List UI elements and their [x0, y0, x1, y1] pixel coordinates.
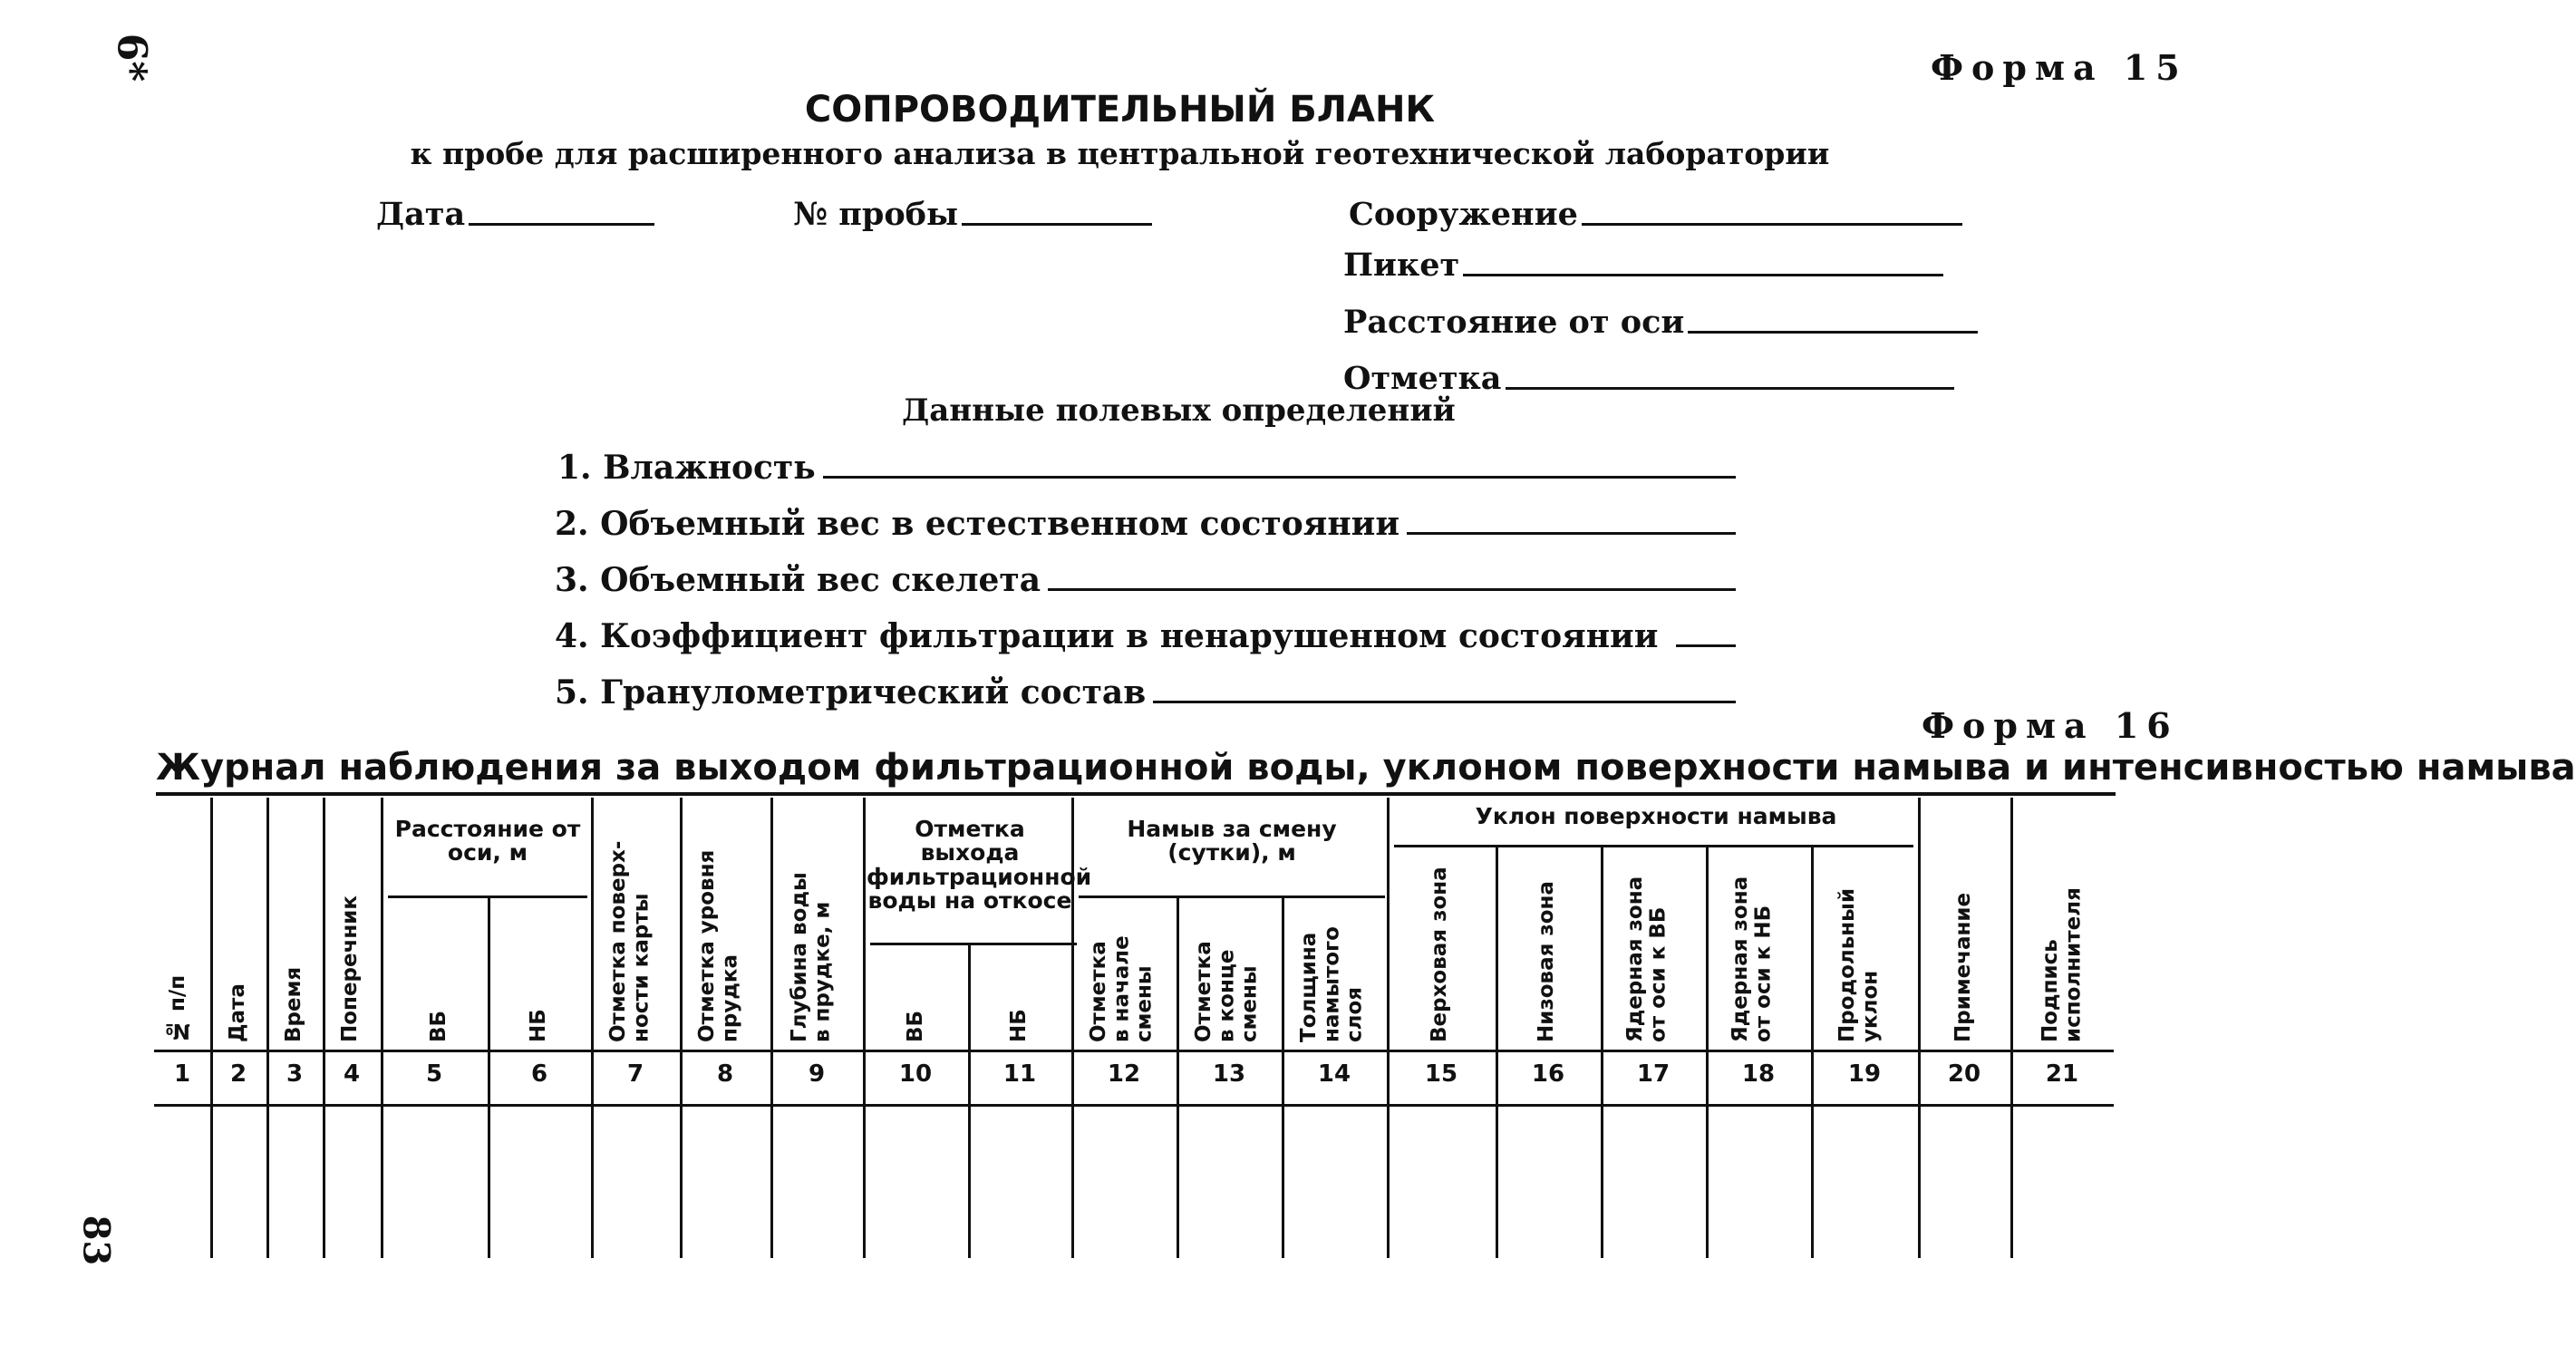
col-header-9: Глубина воды в прудке, м	[788, 872, 835, 1042]
col-header-2: Дата	[226, 983, 249, 1042]
sample-no-field[interactable]	[793, 196, 1152, 233]
col-rule	[680, 798, 683, 1258]
col-number: 14	[1317, 1060, 1351, 1088]
structure-field[interactable]	[1349, 196, 1962, 233]
filtration-group-rule	[870, 943, 1077, 945]
col-header-11: НБ	[1007, 1009, 1031, 1042]
field-data-item-3[interactable]	[555, 561, 1736, 599]
col-rule	[323, 798, 325, 1258]
field-data-item-4[interactable]	[555, 617, 1736, 655]
col-number: 17	[1636, 1060, 1671, 1088]
col-header-5: ВБ	[427, 1010, 450, 1042]
sample-no-line	[962, 223, 1152, 226]
date-field[interactable]	[376, 196, 654, 233]
field-data-item-label: 5. Гранулометрический состав	[555, 673, 1147, 712]
shift-group-rule	[1079, 895, 1385, 898]
col-header-12: Отметка в начале смены	[1087, 935, 1157, 1042]
col-rule	[266, 798, 269, 1258]
date-line	[469, 223, 654, 226]
col-header-19: Продольный уклон	[1835, 887, 1883, 1042]
col-rule	[1706, 845, 1709, 1258]
col-number: 13	[1212, 1060, 1246, 1088]
slope-group-header: Уклон поверхности намыва	[1475, 803, 1837, 829]
mark-label: Отметка	[1343, 360, 1502, 397]
field-data-item-1[interactable]	[557, 449, 1736, 487]
col-number: 9	[808, 1060, 826, 1088]
col-number: 16	[1531, 1060, 1565, 1088]
col-number: 5	[425, 1060, 443, 1088]
col-number: 15	[1424, 1060, 1458, 1088]
col-number: 2	[229, 1060, 247, 1088]
col-rule	[770, 798, 773, 1258]
col-number: 20	[1947, 1060, 1981, 1088]
field-data-line	[1153, 701, 1736, 703]
col-rule	[1811, 845, 1814, 1258]
page-subtitle: к пробе для расширенного анализа в центральной геотехнической лаборатории	[410, 136, 1830, 171]
distance-group-header: Расстояние от оси, м	[394, 816, 581, 866]
col-rule	[2010, 798, 2013, 1258]
field-data-item-label: 3. Объемный вес скелета	[555, 561, 1041, 599]
col-rule	[210, 798, 213, 1258]
field-data-line	[1676, 644, 1736, 647]
col-rule	[591, 798, 594, 1258]
col-number: 18	[1741, 1060, 1776, 1088]
distance-line	[1688, 331, 1978, 334]
col-rule	[1387, 798, 1390, 1258]
col-number: 11	[1002, 1060, 1037, 1088]
col-header-3: Время	[282, 966, 305, 1042]
form-16-label: Форма 16	[1922, 705, 2179, 746]
col-number: 21	[2045, 1060, 2079, 1088]
field-data-item-label: 4. Коэффициент фильтрации в ненарушенном состоянии	[555, 617, 1659, 655]
picket-label: Пикет	[1343, 247, 1460, 284]
page-title: СОПРОВОДИТЕЛЬНЫЙ БЛАНК	[804, 89, 1436, 131]
field-data-line	[823, 476, 1736, 479]
distance-label: Расстояние от оси	[1343, 304, 1685, 341]
number-row-rule	[154, 1104, 2114, 1107]
filtration-group-header: Отметка выхода фильтрационной воды на откосе	[867, 816, 1092, 914]
sample-no-label: № пробы	[793, 196, 959, 233]
col-header-6: НБ	[527, 1009, 550, 1042]
col-rule	[1601, 845, 1603, 1258]
col-number: 4	[343, 1060, 361, 1088]
journal-title: Журнал наблюдения за выходом фильтрационной воды, уклоном поверхности намыва и интенсивностью намыва	[156, 747, 2116, 796]
mark-field[interactable]	[1343, 360, 1954, 397]
mark-line	[1506, 387, 1954, 390]
col-number: 7	[626, 1060, 644, 1088]
col-number: 6	[530, 1060, 548, 1088]
field-data-heading: Данные полевых определений	[902, 392, 1456, 429]
col-header-13: Отметка в конце смены	[1192, 941, 1262, 1042]
form-15-label: Форма 15	[1931, 47, 2188, 88]
field-data-item-5[interactable]	[555, 673, 1736, 712]
col-number: 8	[716, 1060, 734, 1088]
col-number: 10	[898, 1060, 933, 1088]
corner-mark: 6*	[108, 33, 155, 82]
col-header-18: Ядерная зона от оси к НБ	[1729, 876, 1776, 1042]
col-header-14: Толщина намытого слоя	[1297, 926, 1367, 1042]
col-number: 3	[286, 1060, 304, 1088]
journal-table	[154, 798, 2114, 1269]
col-header-17: Ядерная зона от оси к ВБ	[1623, 876, 1671, 1042]
col-number: 19	[1847, 1060, 1882, 1088]
col-header-4: Поперечник	[338, 895, 362, 1042]
col-header-7: Отметка поверх- ности карты	[606, 840, 654, 1042]
shift-group-header: Намыв за смену (сутки), м	[1127, 816, 1337, 866]
page-number: 83	[74, 1215, 118, 1266]
col-rule	[381, 798, 383, 1258]
field-data-line	[1048, 588, 1736, 591]
col-rule	[863, 798, 866, 1258]
distance-field[interactable]	[1343, 304, 1978, 341]
col-header-8: Отметка уровня прудка	[695, 849, 742, 1042]
col-number: 12	[1107, 1060, 1141, 1088]
picket-field[interactable]	[1343, 247, 1943, 284]
col-rule	[1918, 798, 1921, 1258]
col-header-21: Подпись исполнителя	[2039, 887, 2086, 1042]
slope-group-rule	[1394, 845, 1913, 847]
col-number: 1	[173, 1060, 191, 1088]
col-header-16: Низовая зона	[1535, 881, 1558, 1042]
col-rule	[1496, 845, 1498, 1258]
field-data-item-label: 2. Объемный вес в естественном состоянии	[555, 505, 1400, 543]
structure-label: Сооружение	[1349, 196, 1578, 233]
field-data-line	[1407, 532, 1736, 535]
header-bottom-rule	[154, 1050, 2114, 1052]
col-header-1: № п/п	[166, 974, 189, 1042]
field-data-item-2[interactable]	[555, 505, 1736, 543]
date-label: Дата	[376, 196, 466, 233]
structure-line	[1582, 223, 1962, 226]
col-header-10: ВБ	[904, 1010, 927, 1042]
col-header-15: Верховая зона	[1428, 866, 1451, 1042]
field-data-item-label: 1. Влажность	[557, 449, 816, 487]
col-header-20: Примечание	[1951, 892, 1975, 1042]
picket-line	[1463, 274, 1943, 276]
col-rule	[968, 943, 971, 1258]
